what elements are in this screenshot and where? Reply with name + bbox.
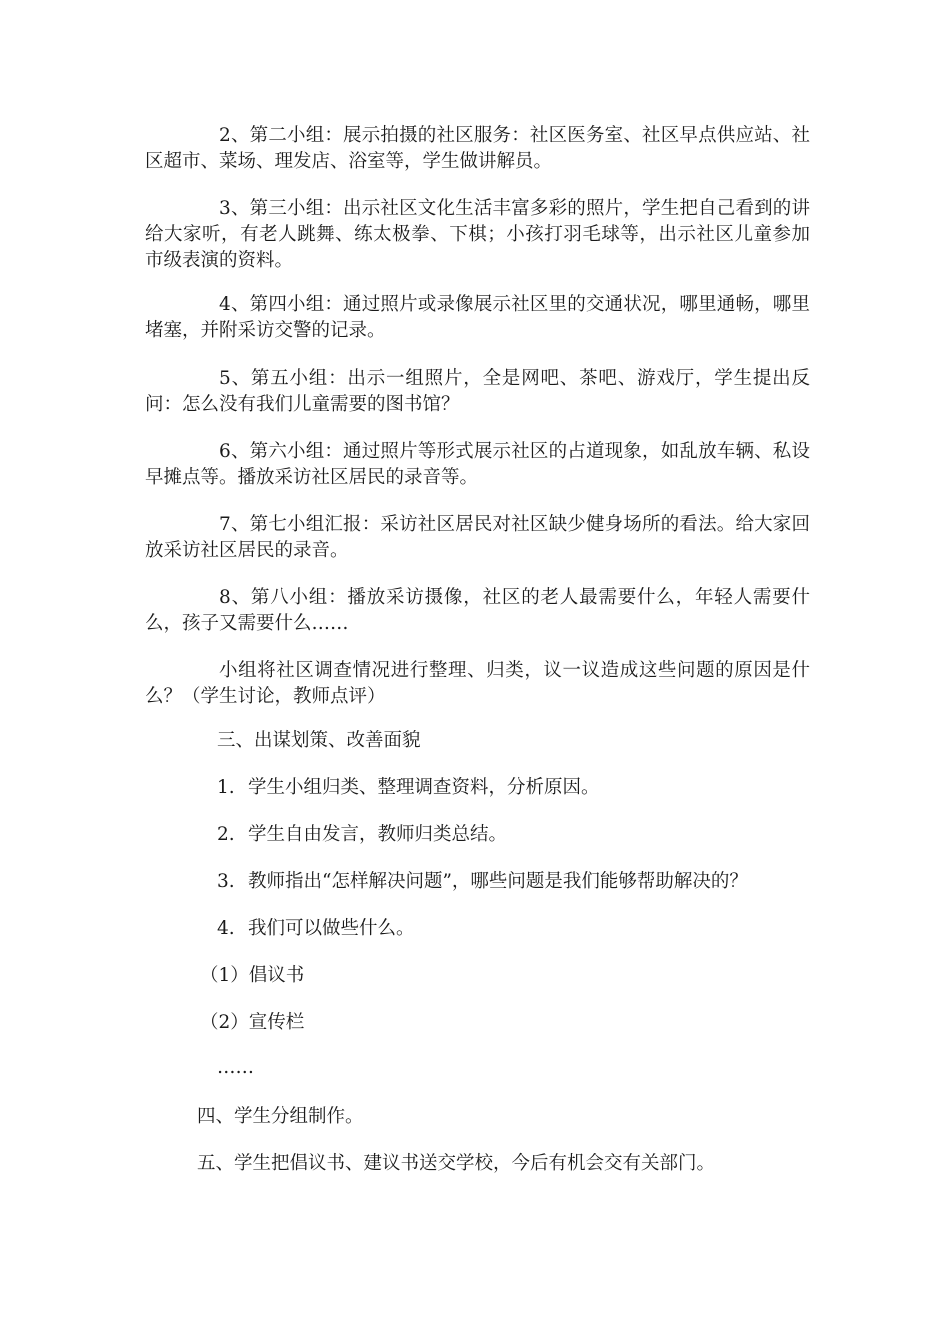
list-item [217,775,600,801]
paragraph-group-4: 4、第四小组：通过照片或录像展示社区里的交通状况，哪里通畅，哪里堵塞，并附采访交警的记录。 [145,294,810,341]
ellipsis: …… [217,1057,254,1078]
paragraph-group-6: 6、第六小组：通过照片等形式展示社区的占道现象，如乱放车辆、私设早摊点等。播放采访社区居民的录音等。 [145,441,810,488]
paragraph-summary: 小组将社区调查情况进行整理、归类，议一议造成这些问题的原因是什么？（学生讨论，教师点评） [145,660,810,707]
sub-item-proposal: （1）倡议书 [200,965,305,986]
paragraph-group-5: 5、第五小组：出示一组照片，全是网吧、茶吧、游戏厅，学生提出反问：怎么没有我们儿童需要的图书馆？ [145,368,810,415]
paragraph-group-7: 7、第七小组汇报：采访社区居民对社区缺少健身场所的看法。给大家回放采访社区居民的录音。 [145,514,810,561]
list-item [217,869,748,895]
sub-item-bulletin: （2）宣传栏 [200,1012,305,1033]
list-item-number: 3. [217,871,235,892]
list-item-text: 教师指出“怎样解决问题”，哪些问题是我们能够帮助解决的？ [248,871,748,892]
list-item-number: 2. [217,824,235,845]
paragraph-group-2: 2、第二小组：展示拍摄的社区服务：社区医务室、社区早点供应站、社区超市、菜场、理发店、浴室等，学生做讲解员。 [145,125,810,172]
list-item-text: 学生小组归类、整理调查资料，分析原因。 [248,777,600,798]
list-item-number: 4. [217,918,235,939]
list-item-text: 学生自由发言，教师归类总结。 [248,824,508,845]
section-heading-four: 四、学生分组制作。 [197,1106,364,1127]
paragraph-group-8: 8、第八小组：播放采访摄像，社区的老人最需要什么，年轻人需要什么，孩子又需要什么…… [145,587,810,634]
list-item-number: 1. [217,777,235,798]
paragraph-group-3: 3、第三小组：出示社区文化生活丰富多彩的照片，学生把自己看到的讲给大家听，有老人跳舞、练太极拳、下棋；小孩打羽毛球等，出示社区儿童参加市级表演的资料。 [145,198,810,271]
section-heading-three: 三、出谋划策、改善面貌 [217,730,421,751]
section-heading-five: 五、学生把倡议书、建议书送交学校，今后有机会交有关部门。 [197,1153,716,1174]
list-item [217,916,415,942]
list-item [217,822,507,848]
list-item-text: 我们可以做些什么。 [248,918,415,939]
